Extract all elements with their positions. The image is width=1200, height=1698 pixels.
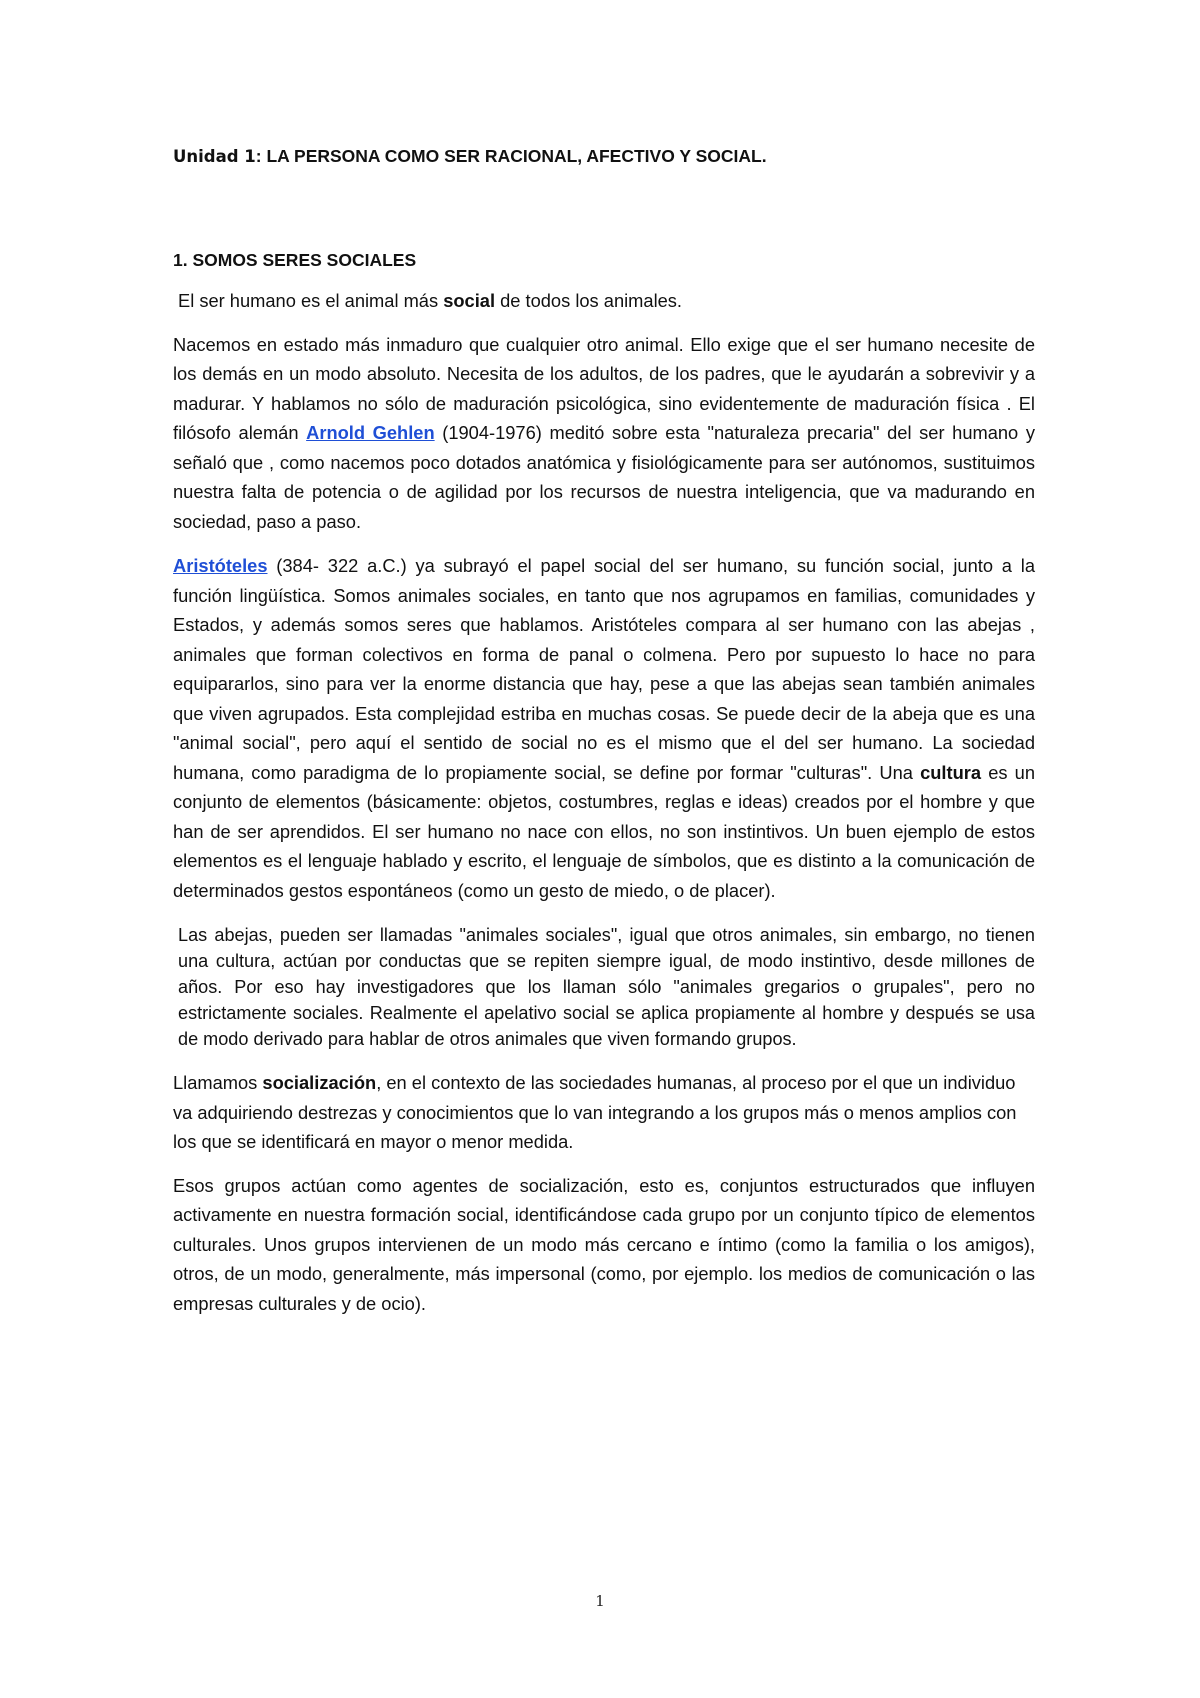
unit-title bbox=[173, 144, 1035, 169]
intro-bold-term: social bbox=[443, 290, 496, 311]
bold-term-socializacion: socialización bbox=[262, 1072, 377, 1093]
page-number: 1 bbox=[595, 1592, 605, 1610]
paragraph-socialization-agents: Esos grupos actúan como agentes de socialización, esto es, conjuntos estructurados que influyen activamente en nuestra formación social, identificándose cada grupo por un conjunto típico de elementos culturales. Unos grupos intervienen de un modo más cercano e íntimo (como la familia o los amigos), otros, de un modo, generalmente, más impersonal (como, por ejemplo. los medios de comunicación o las empresas culturales y de ocio). bbox=[173, 1174, 1035, 1314]
intro-paragraph bbox=[173, 286, 1035, 316]
paragraph-text: , en el contexto de las sociedades humanas, al proceso por el que un individuo va adquiriendo destrezas y conocimientos que lo van integrando a los grupos más o menos amplios con los que se identificará en mayor o menor medida. bbox=[173, 1072, 1017, 1152]
unit-label: Unidad 1 bbox=[173, 147, 256, 166]
paragraph-born-immature bbox=[173, 330, 1035, 537]
link-aristoteles[interactable]: Aristóteles bbox=[173, 555, 268, 576]
unit-title-text: : LA PERSONA COMO SER RACIONAL, AFECTIVO Y SOCIAL. bbox=[255, 146, 767, 166]
paragraph-text: es un conjunto de elementos (básicamente: objetos, costumbres, reglas e ideas) creados por el hombre y que han de ser aprendidos. El ser humano no nace con ellos, no son instintivos. Un buen ejemplo de estos elementos es el lenguaje hablado y escrito, el lenguaje de símbolos, que es distinto a la comunicación de determinados gestos espontáneos (como un gesto de miedo, o de placer). bbox=[173, 761, 1035, 901]
link-arnold-gehlen[interactable]: Arnold Gehlen bbox=[306, 422, 435, 443]
document-body bbox=[173, 144, 1035, 1318]
paragraph-socialization bbox=[173, 1068, 1035, 1157]
paragraph-aristotle bbox=[173, 551, 1035, 905]
paragraph-text: (1904-1976) meditó sobre esta "naturaleza precaria" del ser humano y señaló que , como nacemos poco dotados anatómica y fisiológicamente para ser autónomos, sustituimos nuestra falta de potencia o de agilidad por los recursos de nuestra inteligencia, que va madurando en sociedad, paso a paso. bbox=[173, 422, 1035, 532]
paragraph-text: Llamamos bbox=[173, 1072, 263, 1093]
paragraph-text: (384- 322 a.C.) ya subrayó el papel social del ser humano, su función social, junto a la función lingüística. Somos animales sociales, en tanto que nos agrupamos en familias, comunidades y Estados, y además somos seres que hablamos. Aristóteles compara al ser humano con las abejas , animales que forman colectivos en forma de panal o colmena. Pero por supuesto lo hace no para equipararlos, sino para ver la enorme distancia que hay, pese a que las abejas sean también animales que viven agrupados. Esta complejidad estriba en muchas cosas. Se puede decir de la abeja que es una "animal social", pero aquí el sentido de social no es el mismo que el del ser humano. La sociedad humana, como paradigma de lo propiamente social, se define por formar "culturas". Una bbox=[173, 555, 1035, 783]
intro-text-before: El ser humano es el animal más bbox=[178, 290, 444, 311]
section-heading: 1. SOMOS SERES SOCIALES bbox=[173, 250, 417, 270]
paragraph-bees: Las abejas, pueden ser llamadas "animales sociales", igual que otros animales, sin embargo, no tienen una cultura, actúan por conductas que se repiten siempre igual, de modo instintivo, desde millones de años. Por eso hay investigadores que los llaman sólo "animales gregarios o grupales", pero no estrictamente sociales. Realmente el apelativo social se aplica propiamente al hombre y después se usa de modo derivado para hablar de otros animales que viven formando grupos. bbox=[178, 925, 1035, 1049]
paragraph-text: Nacemos en estado más inmaduro que cualquier otro animal. Ello exige que el ser humano necesite de los demás en un modo absoluto. Necesita de los adultos, de los padres, que le ayudarán a sobrevivir y a madurar. Y hablamos no sólo de maduración psicológica, sino evidentemente de maduración física . El filósofo alemán bbox=[173, 333, 1035, 443]
bold-term-cultura: cultura bbox=[920, 761, 982, 783]
intro-text-after: de todos los animales. bbox=[495, 290, 683, 311]
